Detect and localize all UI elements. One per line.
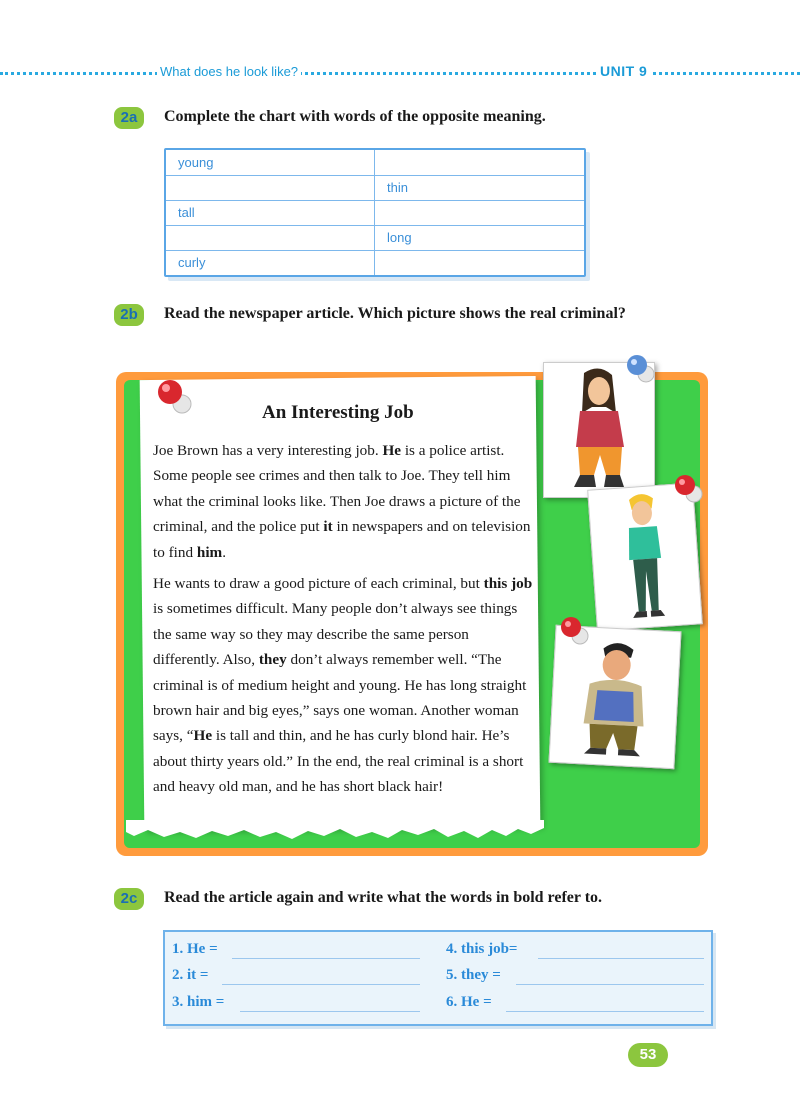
instruction-2c: Read the article again and write what the words in bold refer to. xyxy=(164,889,603,906)
instruction-2b: Read the newspaper article. Which picture shows the real criminal? xyxy=(164,305,626,322)
chart-cell-left: young xyxy=(178,155,214,170)
unit-label: UNIT 9 xyxy=(597,63,650,79)
red-pushpin-icon xyxy=(152,374,196,423)
activity-badge-2c: 2c xyxy=(114,888,144,910)
answer-label-3: 3. him = xyxy=(172,994,225,1010)
chart-row xyxy=(166,250,584,275)
chart-cell-left: tall xyxy=(178,205,195,220)
chart-cell-left[interactable] xyxy=(166,225,374,250)
section-title: What does he look like? xyxy=(157,64,301,79)
answer-blank-4[interactable] xyxy=(538,958,704,959)
chart-cell-right[interactable] xyxy=(375,150,584,175)
blue-pushpin-icon xyxy=(622,350,658,391)
answer-label-5: 5. they = xyxy=(446,967,501,983)
article-paragraph-2: He wants to draw a good picture of each criminal, but this job is sometimes difficult. Many people don’t always see things the same way so they may describe the same person differently. Also, they don’t always remember well. “The criminal is of medium height and young. He has long straight brown hair and big eyes,” says one woman. Another woman says, “He is tall and thin, and he has curly blond hair. He’s about thirty years old.” In the end, the real criminal is a short and heavy old man, and he has short black hair! xyxy=(153,575,533,796)
activity-badge-2a: 2a xyxy=(114,107,144,129)
answer-label-4: 4. this job= xyxy=(446,941,518,957)
chart-cell-right: thin xyxy=(387,180,408,195)
article-body xyxy=(153,438,538,806)
opposites-chart xyxy=(164,148,586,277)
red-pushpin-icon xyxy=(556,612,592,653)
chart-row xyxy=(166,175,584,201)
chart-cell-left: curly xyxy=(178,255,206,270)
red-pushpin-icon xyxy=(670,470,706,511)
chart-row xyxy=(166,225,584,251)
chart-row xyxy=(166,200,584,226)
answer-blank-3[interactable] xyxy=(240,1011,420,1012)
instruction-2a: Complete the chart with words of the opposite meaning. xyxy=(164,108,546,125)
torn-paper-edge xyxy=(126,820,544,842)
header-dotted-rule xyxy=(0,72,800,78)
answer-blank-6[interactable] xyxy=(506,1011,704,1012)
activity-badge-2b: 2b xyxy=(114,304,144,326)
chart-cell-left[interactable] xyxy=(166,175,374,200)
answer-blank-2[interactable] xyxy=(222,984,420,985)
answer-label-6: 6. He = xyxy=(446,994,492,1010)
chart-divider xyxy=(374,150,375,275)
article-title: An Interesting Job xyxy=(262,402,414,423)
answer-blank-1[interactable] xyxy=(232,958,420,959)
chart-cell-right[interactable] xyxy=(375,200,584,225)
chart-cell-right[interactable] xyxy=(375,250,584,275)
answer-blank-5[interactable] xyxy=(516,984,704,985)
chart-cell-right: long xyxy=(387,230,412,245)
chart-row xyxy=(166,150,584,176)
answer-label-1: 1. He = xyxy=(172,941,218,957)
answer-label-2: 2. it = xyxy=(172,967,209,983)
page-number: 53 xyxy=(628,1043,668,1067)
article-paragraph-1: Joe Brown has a very interesting job. He is a police artist. Some people see crimes and then talk to Joe. They tell him what the criminal looks like. Then Joe draws a picture of the criminal, and the police put it in newspapers and on television to find him. xyxy=(153,442,531,561)
